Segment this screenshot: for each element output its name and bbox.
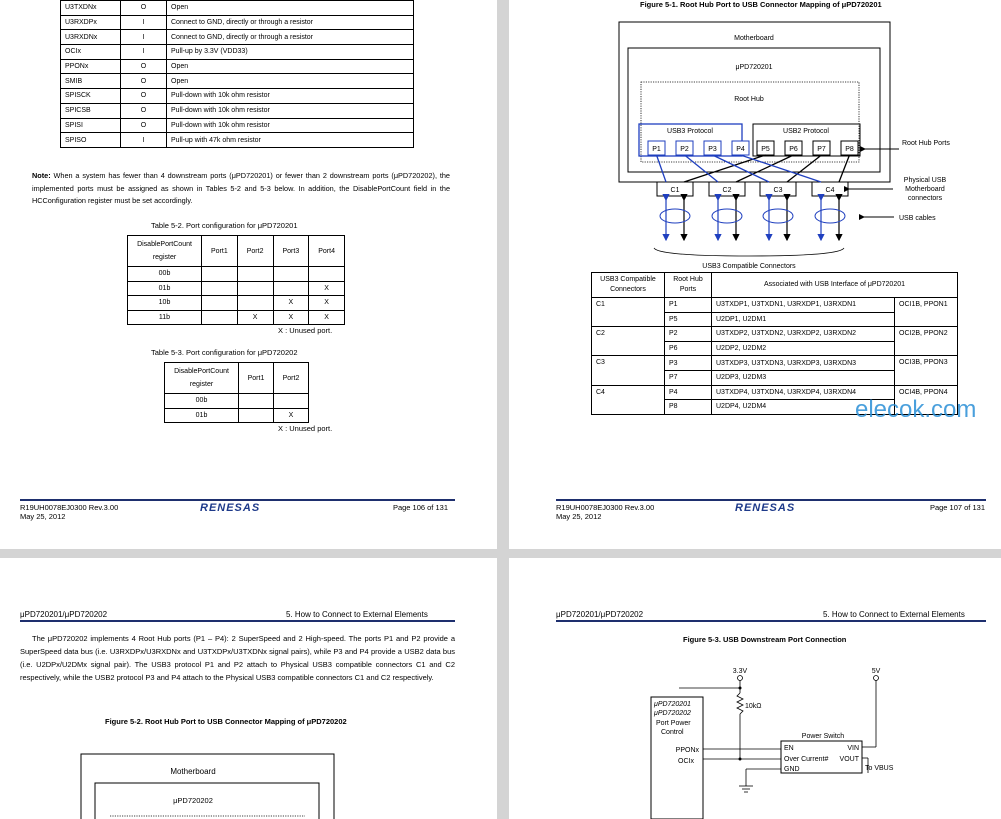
- cfg2-cell: X: [237, 310, 273, 325]
- cable-ellipse: [660, 209, 690, 223]
- signal-row: [61, 15, 414, 30]
- map-cell: P7: [665, 370, 712, 385]
- cfg2-row: [128, 267, 345, 282]
- usb-cables-label: USB cables: [899, 215, 936, 222]
- cfg3-header-cell: DisablePortCount register: [165, 363, 239, 394]
- renesas-logo: RENESAS: [200, 502, 261, 514]
- map-header-row: [592, 273, 958, 298]
- port-wire: [787, 155, 822, 182]
- cfg3-header-cell: Port1: [239, 363, 274, 394]
- chip-line-1: μPD720201: [654, 701, 691, 708]
- renesas-logo-2: RENESAS: [735, 502, 796, 514]
- cable-ellipse: [712, 209, 742, 223]
- signal-cell: Pull-up by 3.3V (VDD33): [167, 45, 414, 60]
- port-label: P4: [736, 146, 745, 153]
- connector-label: C4: [825, 187, 835, 194]
- signal-row: [61, 1, 414, 16]
- root-hub-ports-line: Root Hub Ports: [902, 140, 950, 147]
- signal-row: [61, 103, 414, 118]
- table3-legend: X : Unused port.: [278, 424, 333, 433]
- cfg2-cell: [309, 267, 345, 282]
- cfg2-cell: X: [273, 310, 309, 325]
- page-107: [509, 0, 1001, 549]
- cfg2-cell: [273, 267, 309, 282]
- port-wire: [839, 155, 850, 182]
- cfg2-cell: X: [309, 281, 345, 296]
- signal-row: [61, 74, 414, 89]
- signal-cell: Connect to GND, directly or through a resistor: [167, 15, 414, 30]
- map-cell: P3: [665, 356, 712, 371]
- map-header-cell: USB3 Compatible Connectors: [592, 273, 665, 298]
- resistor-label: 10kΩ: [745, 703, 762, 710]
- port-label: P1: [652, 146, 661, 153]
- footer-doc: R19UH0078EJ0300 Rev.3.00: [20, 503, 119, 512]
- cfg3-cell: [274, 394, 309, 409]
- port-wire: [741, 155, 822, 182]
- watermark: elecok.com: [855, 396, 977, 423]
- usb3-connectors-label: USB3 Compatible Connectors: [702, 263, 796, 270]
- connector-label: C2: [722, 187, 732, 194]
- cfg3-cell: 00b: [165, 394, 239, 409]
- map-cell: U3TXDP3, U3TXDN3, U3RXDP3, U3RXDN3: [712, 356, 895, 371]
- over-current-pin: Over Current#: [784, 756, 829, 763]
- cfg3-header-row: [165, 363, 309, 394]
- physical-usb-label: Physical USB Motherboard connectors: [903, 177, 947, 202]
- signal-cell: O: [121, 89, 167, 104]
- page-109: [509, 558, 1001, 819]
- signal-cell: OCIx: [61, 45, 121, 60]
- signal-cell: O: [121, 118, 167, 133]
- signal-row: [61, 133, 414, 148]
- vout-pin: VOUT: [839, 756, 859, 763]
- footer-date-2: May 25, 2012: [556, 512, 602, 521]
- usb3-protocol-label: USB3 Protocol: [667, 128, 713, 135]
- vin-pin: VIN: [847, 745, 859, 752]
- cfg2-header-cell: Port4: [309, 236, 345, 267]
- signal-cell: I: [121, 15, 167, 30]
- map-cell: OCI1B, PPON1: [895, 298, 958, 327]
- map-cell: C2: [592, 327, 665, 356]
- signal-row: [61, 59, 414, 74]
- cfg2-cell: 01b: [128, 281, 202, 296]
- signal-cell: Connect to GND, directly or through a resistor: [167, 30, 414, 45]
- cfg2-row: [128, 296, 345, 311]
- header-left: μPD720201/μPD720202: [20, 610, 108, 619]
- footer-page-2: Page 107 of 131: [929, 503, 985, 512]
- signal-cell: O: [121, 59, 167, 74]
- signal-cell: SPICSB: [61, 103, 121, 118]
- signal-cell: I: [121, 45, 167, 60]
- map-cell: P6: [665, 341, 712, 356]
- header-right: 5. How to Connect to External Elements: [286, 610, 428, 619]
- cfg2-cell: [237, 281, 273, 296]
- to-vbus-label: To VBUS: [865, 765, 894, 772]
- signal-cell: Pull-up with 47k ohm resistor: [167, 133, 414, 148]
- signal-cell: Pull-down with 10k ohm resistor: [167, 103, 414, 118]
- signal-table: [60, 0, 414, 148]
- cfg2-cell: [273, 281, 309, 296]
- page-108: [0, 558, 497, 819]
- oci-pin: OCIx: [678, 758, 694, 765]
- port-config-table-720201: [127, 235, 345, 325]
- v33-label: 3.3V: [732, 668, 748, 675]
- motherboard-label-2: Motherboard: [170, 767, 216, 776]
- header-right-4: 5. How to Connect to External Elements: [823, 610, 965, 619]
- signal-row: [61, 30, 414, 45]
- cfg2-cell: 11b: [128, 310, 202, 325]
- map-header-cell: Associated with USB Interface of μPD720201: [712, 273, 958, 298]
- cable-ellipse: [815, 209, 845, 223]
- table2-legend: X : Unused port.: [278, 326, 333, 335]
- map-cell: OCI3B, PPON3: [895, 356, 958, 385]
- figure-5-1-title: Figure 5-1. Root Hub Port to USB Connector Mapping of μPD720201: [640, 0, 882, 9]
- footer-doc-2: R19UH0078EJ0300 Rev.3.00: [556, 503, 655, 512]
- page-106: [0, 0, 497, 549]
- note-label: Note:: [32, 171, 51, 180]
- figure-5-3-schematic: [509, 558, 1001, 819]
- figure-5-2-diagram: [0, 748, 497, 819]
- body-paragraph: The μPD720202 implements 4 Root Hub ports (P1 – P4): 2 SuperSpeed and 2 High-speed. The ports P1 and P2 provide a SuperSpeed data bus (i.e. U3RXDPx/U3RXDNx and U3TXDPx/U3TXDNx signal pairs), while P3 and P4 provide a USB2 data bus (i.e. U2DPx/U2DMx signal pair). The USB3 protocol P1 and P2 attach to Physical USB3 compatible connectors C1 and C2 respectively, while the USB2 protocol P3 and P4 attach to the Physical USB3 compatible connectors C1 and C2 respectively.: [20, 634, 455, 682]
- signal-cell: Open: [167, 1, 414, 16]
- chip-label-2: μPD720202: [173, 796, 213, 805]
- footer-page: Page 106 of 131: [392, 503, 448, 512]
- connector-mapping-table: [591, 272, 958, 415]
- cfg2-cell: X: [273, 296, 309, 311]
- usb2-protocol-label: USB2 Protocol: [783, 128, 829, 135]
- port-label: P3: [708, 146, 717, 153]
- map-cell: U2DP2, U2DM2: [712, 341, 895, 356]
- map-cell: OCI2B, PPON2: [895, 327, 958, 356]
- header-rule: [20, 620, 455, 622]
- cfg2-cell: 00b: [128, 267, 202, 282]
- map-cell: C1: [592, 298, 665, 327]
- signal-row: [61, 89, 414, 104]
- port-wire: [713, 155, 770, 182]
- connector-label: C1: [670, 187, 680, 194]
- map-cell: U3TXDP1, U3TXDN1, U3RXDP1, U3RXDN1: [712, 298, 895, 313]
- map-cell: U3TXDP2, U3TXDN2, U3RXDP2, U3RXDN2: [712, 327, 895, 342]
- chip-label: μPD720201: [735, 64, 773, 71]
- port-wire: [736, 155, 794, 182]
- signal-cell: U3RXDNx: [61, 30, 121, 45]
- signal-cell: U3TXDNx: [61, 1, 121, 16]
- port-label: P7: [817, 146, 826, 153]
- map-cell: C3: [592, 356, 665, 385]
- signal-cell: I: [121, 30, 167, 45]
- signal-row: [61, 45, 414, 60]
- signal-row: [61, 118, 414, 133]
- signal-cell: I: [121, 133, 167, 148]
- map-cell: U2DP1, U2DM1: [712, 312, 895, 327]
- signal-cell: Open: [167, 74, 414, 89]
- cfg3-cell: X: [274, 408, 309, 423]
- cfg2-header-cell: Port3: [273, 236, 309, 267]
- figure-5-1-diagram: [509, 0, 1001, 272]
- port-wire: [657, 155, 667, 182]
- v5-label: 5V: [871, 668, 881, 675]
- table3-caption: Table 5-3. Port configuration for μPD720202: [151, 348, 298, 357]
- footer-rule: [20, 499, 455, 501]
- map-cell: P5: [665, 312, 712, 327]
- signal-cell: O: [121, 103, 167, 118]
- signal-cell: SPISO: [61, 133, 121, 148]
- signal-cell: O: [121, 74, 167, 89]
- cfg2-row: [128, 310, 345, 325]
- cfg3-cell: [239, 408, 274, 423]
- cfg3-row: [165, 408, 309, 423]
- signal-cell: Pull-down with 10k ohm resistor: [167, 118, 414, 133]
- map-cell: C4: [592, 385, 665, 414]
- chip-function-block: [656, 720, 693, 736]
- chip-line-3: Port Power: [656, 720, 691, 727]
- cfg3-cell: [239, 394, 274, 409]
- map-row: [592, 356, 958, 371]
- cfg2-header-cell: Port1: [202, 236, 238, 267]
- root-hub-ports-label: [902, 140, 950, 147]
- map-cell: P8: [665, 400, 712, 415]
- signal-cell: U3RXDPx: [61, 15, 121, 30]
- port-wire: [685, 155, 719, 182]
- cfg2-cell: [202, 281, 238, 296]
- figure-5-2-title: Figure 5-2. Root Hub Port to USB Connector Mapping of μPD720202: [105, 717, 347, 726]
- signal-cell: SPISCK: [61, 89, 121, 104]
- map-cell: U2DP3, U2DM3: [712, 370, 895, 385]
- footer-doc-id-2: [556, 503, 654, 521]
- cfg2-header-row: [128, 236, 345, 267]
- figure-5-3-title: Figure 5-3. USB Downstream Port Connection: [683, 635, 847, 644]
- ppon-pin: PPONx: [675, 747, 699, 754]
- note-paragraph: [32, 170, 450, 208]
- map-header-cell: Root Hub Ports: [665, 273, 712, 298]
- note-text: When a system has fewer than 4 downstream ports (μPD720201) or fewer than 2 downstream ports (μPD720202), the implemented ports must be assigned as shown in Tables 5-2 and 5-3 below. In addition, the DisablePortCount field in the HCConfiguration register must be set accordingly.: [32, 171, 450, 205]
- cfg2-cell: [202, 267, 238, 282]
- cfg2-cell: 10b: [128, 296, 202, 311]
- connector-label: C3: [773, 187, 783, 194]
- port-label: P2: [680, 146, 689, 153]
- signal-cell: SPISI: [61, 118, 121, 133]
- gnd-pin: GND: [784, 766, 800, 773]
- cfg2-cell: X: [309, 310, 345, 325]
- cfg3-row: [165, 394, 309, 409]
- signal-cell: Open: [167, 59, 414, 74]
- root-hub-label: Root Hub: [734, 96, 764, 103]
- signal-cell: SMIB: [61, 74, 121, 89]
- en-pin: EN: [784, 745, 794, 752]
- port-label: P8: [845, 146, 854, 153]
- cable-ellipse: [763, 209, 793, 223]
- cfg3-header-cell: Port2: [274, 363, 309, 394]
- cfg2-cell: [237, 296, 273, 311]
- port-label: P5: [761, 146, 770, 153]
- map-cell: P2: [665, 327, 712, 342]
- signal-cell: O: [121, 1, 167, 16]
- signal-cell: PPONx: [61, 59, 121, 74]
- map-cell: P4: [665, 385, 712, 400]
- power-switch-label: Power Switch: [801, 733, 845, 740]
- cfg2-header-cell: Port2: [237, 236, 273, 267]
- cfg2-cell: [202, 310, 238, 325]
- chip-line-4: Control: [661, 729, 684, 736]
- map-cell: U2DP4, U2DM4: [712, 400, 895, 415]
- table2-caption: Table 5-2. Port configuration for μPD720201: [151, 221, 298, 230]
- cfg2-row: [128, 281, 345, 296]
- cfg2-header-cell: DisablePortCount register: [128, 236, 202, 267]
- port-label: P6: [789, 146, 798, 153]
- footer-doc-id: [20, 503, 118, 521]
- cfg2-cell: [237, 267, 273, 282]
- map-cell: P1: [665, 298, 712, 313]
- map-row: [592, 298, 958, 313]
- signal-cell: Pull-down with 10k ohm resistor: [167, 89, 414, 104]
- map-row: [592, 327, 958, 342]
- chip-label-block: [653, 701, 693, 717]
- header-left-4: μPD720201/μPD720202: [556, 610, 644, 619]
- chip-line-2: μPD720202: [654, 710, 691, 717]
- cfg3-cell: 01b: [165, 408, 239, 423]
- port-config-table-720202: [164, 362, 309, 423]
- cfg2-cell: [202, 296, 238, 311]
- footer-rule-2: [556, 499, 986, 501]
- map-cell: U3TXDP4, U3TXDN4, U3RXDP4, U3RXDN4: [712, 385, 895, 400]
- map-cell: OCI4B, PPON4: [895, 385, 958, 414]
- footer-date: May 25, 2012: [20, 512, 66, 521]
- cfg2-cell: X: [309, 296, 345, 311]
- motherboard-label: Motherboard: [734, 35, 774, 42]
